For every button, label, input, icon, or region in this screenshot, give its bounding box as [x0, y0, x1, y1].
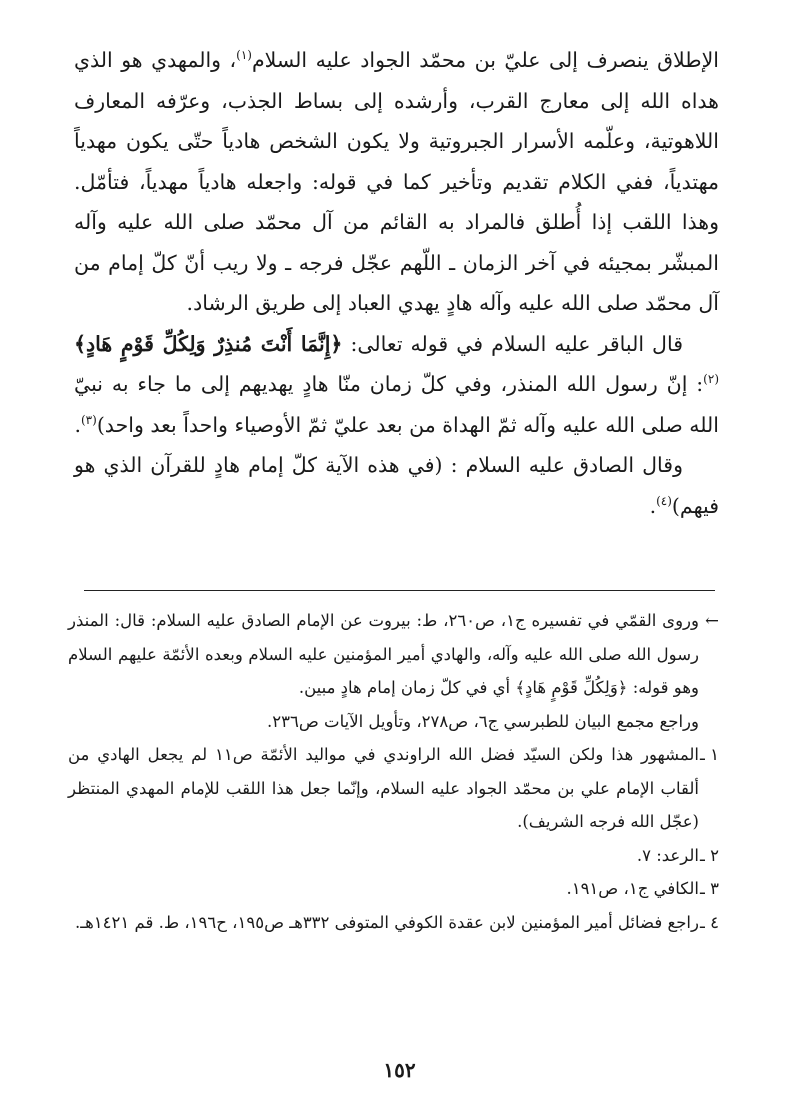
- footnote-ref-4: (٤): [656, 493, 672, 508]
- paragraph-3-text: وقال الصادق عليه السلام : (في هذه الآية كلّ إمام هادٍ للقرآن الذي هو فيهم): [74, 453, 719, 518]
- footnote-number: ٣ ـ: [700, 879, 719, 898]
- footnote-3: [68, 872, 719, 906]
- paragraph-1-start: الإطلاق ينصرف إلى عليّ بن محمّد الجواد عليه السلام: [251, 48, 719, 72]
- footnotes: [68, 604, 719, 939]
- footnote-text: الرعد: ٧.: [636, 845, 699, 865]
- paragraph-2: [74, 324, 719, 446]
- footnote-2: [68, 839, 719, 873]
- footnote-4: [68, 906, 719, 940]
- footnote-ref-1: (١): [236, 48, 252, 63]
- paragraph-3-end: .: [649, 493, 657, 518]
- footnote-divider: [84, 590, 715, 591]
- paragraph-3: [74, 445, 719, 526]
- footnote-text: راجع فضائل أمير المؤمنين لابن عقدة الكوفي المتوفى ٣٣٢هـ ص١٩٥، ح١٩٦، ط. قم ١٤٢١هـ.: [74, 912, 699, 932]
- footnote-continuation-text-2: وراجع مجمع البيان للطبرسي ج٦، ص٢٧٨، وتأويل الآيات ص٢٣٦.: [267, 711, 699, 731]
- paragraph-2-body: : إنّ رسول الله المنذر، وفي كلّ زمان منّا هادٍ يهديهم إلى ما جاء به نبيّ الله صلى الله عليه وآله ثمّ الهداة من بعد عليّ ثمّ الأوصياء واحداً بعد واحد): [74, 372, 719, 437]
- footnote-ref-2: (٢): [703, 372, 719, 387]
- page-number: ١٥٢: [383, 1058, 416, 1082]
- footnote-continuation: [68, 604, 719, 738]
- paragraph-2-end: .: [74, 412, 81, 437]
- paragraph-1: [74, 40, 719, 324]
- quran-verse: ﴿إِنَّمَا أَنْتَ مُنذِرٌ وَلِكُلِّ قَوْمٍ هَادٍ﴾: [74, 331, 343, 356]
- footnote-ref-3: (٣): [80, 412, 97, 427]
- paragraph-1-cont: ، والمهدي هو الذي هداه الله إلى معارج القرب، وأرشده إلى بساط الجذب، وعرّفه المعارف اللاهوتية، وعلّمه الأسرار الجبروتية ولا يكون الشخص هادياً حتّى يكون مهدياً مهتدياً، ففي الكلام تقديم وتأخير كما في قوله: واجعله هادياً مهدياً، فتأمّل. وهذا اللقب إذا أُطلق فالمراد به القائم من آل محمّد صلى الله عليه وآله المبشّر بمجيئه في آخر الزمان ـ اللّهم عجّل فرجه ـ ولا ريب أنّ كلّ إمام من آل محمّد صلى الله عليه وآله هادٍ يهدي العباد إلى طريق الرشاد.: [74, 48, 719, 315]
- footnote-continuation-text: وروى القمّي في تفسيره ج١، ص٢٦٠، ط: بيروت عن الإمام الصادق عليه السلام: قال: المنذر رسول الله صلى الله عليه وآله، والهادي أمير المؤمنين عليه السلام وبعده الأئمّة عليهم السلام وهو قوله: ﴿وَلِكُلِّ قَوْمٍ هَادٍ﴾ أي في كلّ زمان إمام هادٍ مبين.: [68, 611, 699, 697]
- continuation-arrow-icon: ←: [705, 611, 719, 630]
- footnote-1: [68, 738, 719, 839]
- footnote-number: ١ ـ: [700, 745, 719, 764]
- footnote-text: المشهور هذا ولكن السيّد فضل الله الراوندي في مواليد الأئمّة ص١١ لم يجعل الهادي من ألقاب الإمام علي بن محمّد الجواد عليه السلام، وإنّما جعل هذا اللقب للإمام المهدي المنتظر (عجّل الله فرجه الشريف).: [68, 745, 699, 831]
- footnote-text: الكافي ج١، ص١٩١.: [566, 879, 699, 898]
- footnote-number: ٢ ـ: [700, 845, 719, 865]
- footnote-number: ٤ ـ: [700, 912, 719, 932]
- main-text: [74, 40, 719, 526]
- paragraph-2-intro: قال الباقر عليه السلام في قوله تعالى:: [342, 331, 683, 356]
